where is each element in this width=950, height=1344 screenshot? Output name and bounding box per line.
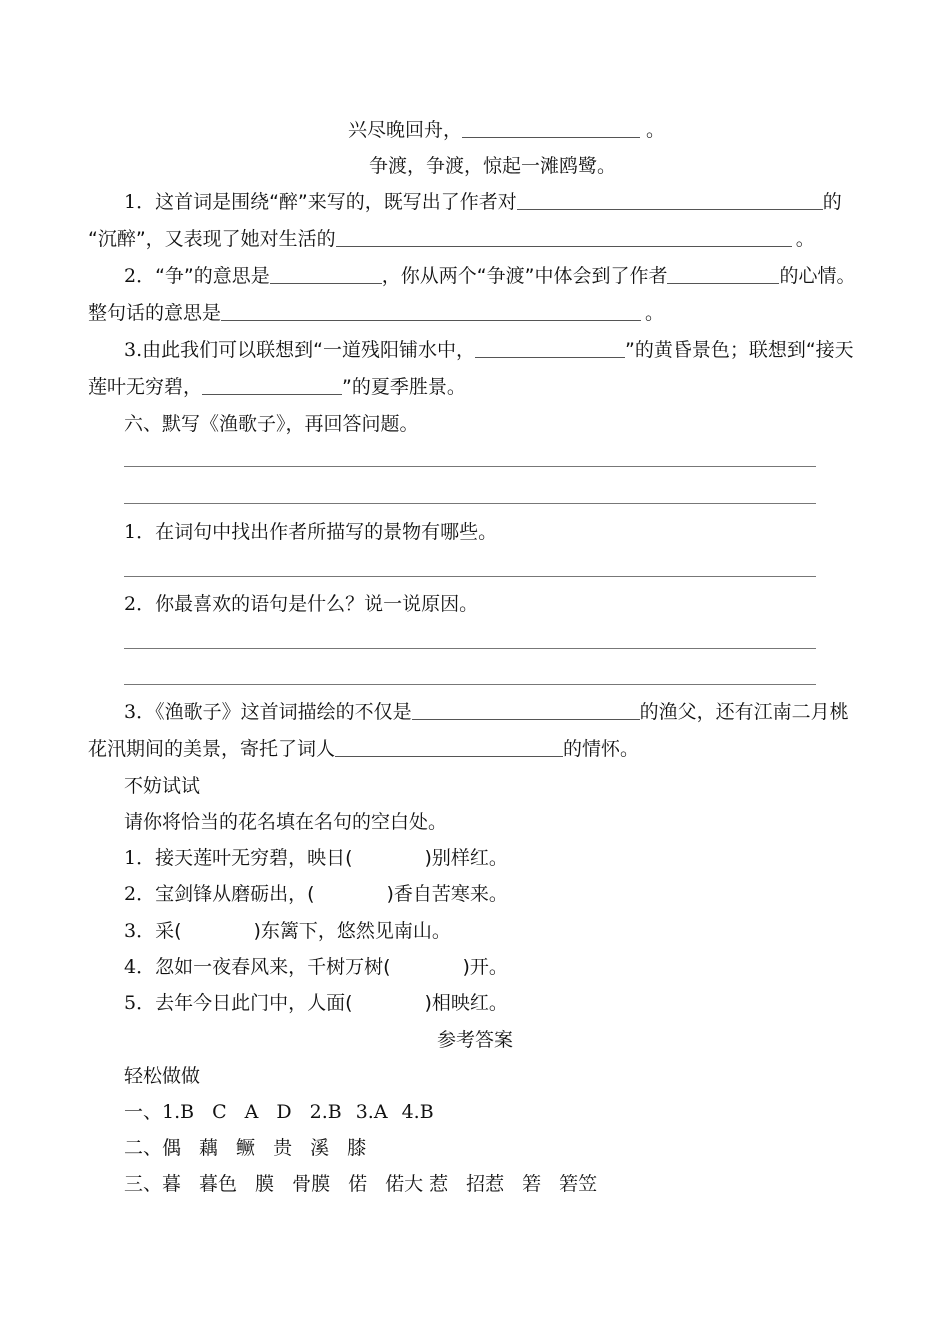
- try-item-3: 3．采( )东篱下，悠然见南山。: [124, 920, 451, 942]
- answer-item: C: [212, 1101, 227, 1123]
- section-6-q1: 1．在词句中找出作者所描写的景物有哪些。: [124, 521, 498, 543]
- try-title: 不妨试试: [124, 775, 201, 797]
- question-3-line-b: 莲叶无穷碧， ”的夏季胜景。: [88, 376, 466, 398]
- answers-subtitle: 轻松做做: [124, 1065, 201, 1087]
- answer-item: 2.B: [309, 1101, 342, 1123]
- q2-blank-1[interactable]: [270, 265, 382, 284]
- answer-item: 偶: [162, 1137, 182, 1159]
- answer-item: 膝: [347, 1137, 367, 1159]
- s6q3-blank-1[interactable]: [412, 701, 640, 720]
- answer-item: 偌: [348, 1173, 368, 1195]
- answers-title: 参考答案: [436, 1029, 513, 1051]
- poem-line-1: 兴尽晚回舟， 。: [348, 119, 666, 141]
- q1-blank-2[interactable]: [336, 228, 792, 247]
- answer-item: 藕: [199, 1137, 219, 1159]
- write-line-1[interactable]: [124, 466, 816, 467]
- answer-item: 贵: [273, 1137, 293, 1159]
- section-6-q3-line-a: 3．《渔歌子》这首词描绘的不仅是 的渔父，还有江南二月桃: [124, 701, 849, 723]
- section-6-q3-line-b: 花汛期间的美景，寄托了词人 的情怀。: [88, 738, 640, 760]
- poem-blank[interactable]: [462, 119, 640, 138]
- answer-item: 骨膜: [292, 1173, 331, 1195]
- question-1-line-a: 1．这首词是围绕“醉”来写的，既写出了作者对 的: [124, 191, 842, 213]
- q1-blank-1[interactable]: [517, 191, 823, 210]
- try-instruction: 请你将恰当的花名填在名句的空白处。: [124, 811, 448, 833]
- answer-item: 偌大: [385, 1173, 424, 1195]
- write-line-3[interactable]: [124, 576, 816, 577]
- question-1-line-b: “沉醉”，又表现了她对生活的 。: [88, 228, 815, 250]
- answer-item: 4.B: [401, 1101, 434, 1123]
- answer-item: 箬: [522, 1173, 542, 1195]
- try-item-4: 4．忽如一夜春风来，千树万树( )开。: [124, 956, 508, 978]
- answer-item: 1.B: [162, 1101, 195, 1123]
- try-item-1: 1．接天莲叶无穷碧，映日( )别样红。: [124, 847, 508, 869]
- poem-line-2: 争渡，争渡，惊起一滩鸥鹭。: [369, 155, 617, 177]
- write-line-5[interactable]: [124, 684, 816, 685]
- try-item-2: 2．宝剑锋从磨砺出，( )香自苦寒来。: [124, 883, 508, 905]
- answers-row-3: 三、暮 暮色 膜 骨膜 偌 偌大 惹 招惹 箬 箬笠: [124, 1173, 598, 1195]
- section-6-title: 六、默写《渔歌子》，再回答问题。: [124, 413, 419, 435]
- answer-item: A: [244, 1101, 259, 1123]
- question-2-line-b: 整句话的意思是 。: [88, 302, 665, 324]
- answer-item: D: [276, 1101, 292, 1123]
- q2-blank-2[interactable]: [667, 265, 779, 284]
- answer-item: 招惹: [466, 1173, 505, 1195]
- poem-line-1-text: 兴尽晚回舟，: [348, 119, 463, 141]
- answer-item: 鳜: [236, 1137, 256, 1159]
- try-item-5: 5．去年今日此门中，人面( )相映红。: [124, 992, 508, 1014]
- section-6-q2: 2．你最喜欢的语句是什么？说一说原因。: [124, 593, 479, 615]
- answer-item: 惹: [429, 1173, 449, 1195]
- s6q3-blank-2[interactable]: [335, 738, 563, 757]
- answer-item: 暮色: [199, 1173, 238, 1195]
- answers-row-2: 二、偶 藕 鳜 贵 溪 膝: [124, 1137, 367, 1159]
- answer-item: 暮: [162, 1173, 182, 1195]
- q3-blank-1[interactable]: [475, 339, 625, 358]
- write-line-4[interactable]: [124, 648, 816, 649]
- q3-blank-2[interactable]: [202, 376, 342, 395]
- write-line-2[interactable]: [124, 503, 816, 504]
- answer-item: 溪: [310, 1137, 330, 1159]
- answer-item: 3.A: [355, 1101, 388, 1123]
- question-2-line-a: 2．“争”的意思是 ，你从两个“争渡”中体会到了作者 的心情。: [124, 265, 856, 287]
- answer-item: 膜: [255, 1173, 275, 1195]
- q2-blank-3[interactable]: [221, 302, 641, 321]
- answers-row-1: 一、1.B C A D 2.B 3.A 4.B: [124, 1101, 434, 1123]
- question-3-line-a: 3.由此我们可以联想到“一道残阳铺水中， ”的黄昏景色；联想到“接天: [124, 339, 854, 361]
- answer-item: 箬笠: [559, 1173, 598, 1195]
